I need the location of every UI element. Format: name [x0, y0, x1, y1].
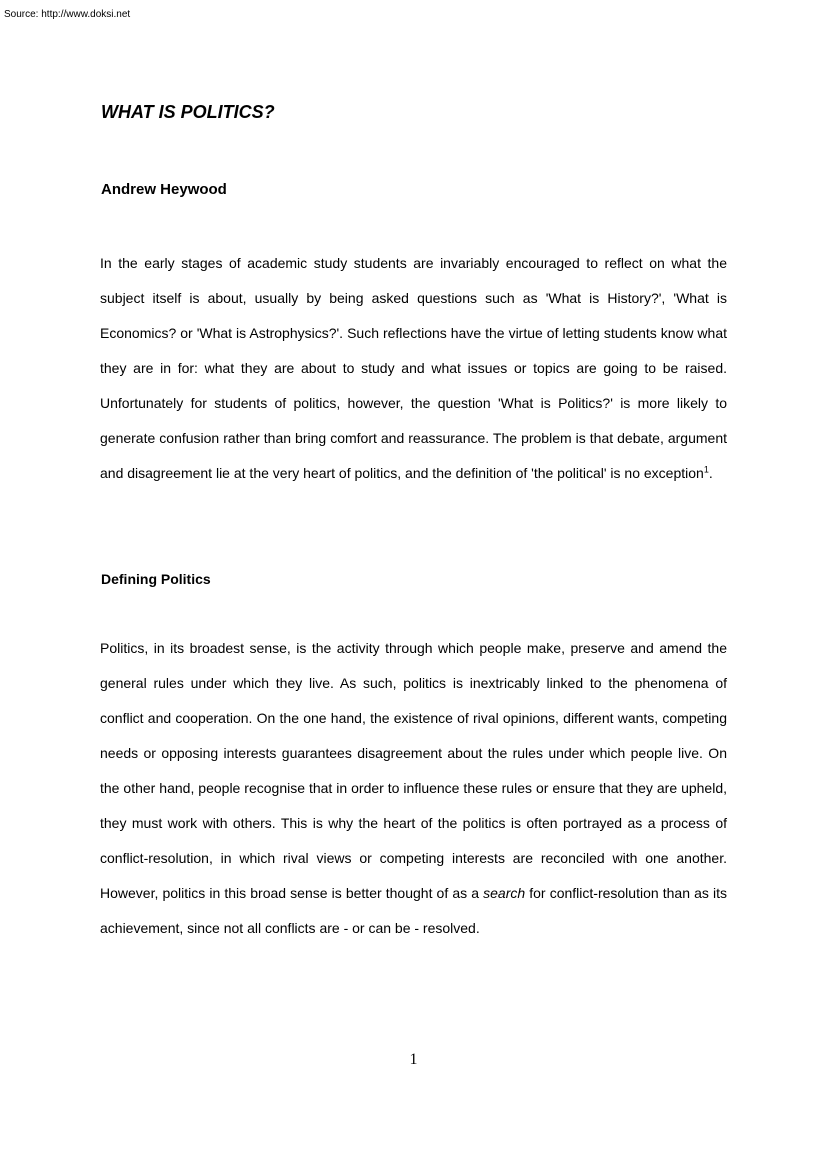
footnote-reference[interactable]: 1 [703, 464, 709, 475]
body-text-start: Politics, in its broadest sense, is the activity through which people make, preserve and amend the general rules under which they live. As such, politics is inextricably linked to the phenomena of conflict and cooperation. On the one hand, the existence of rival opinions, different wants, competing needs or opposing interests guarantees disagreement about the rules under which people live. On the other hand, people recognise that in order to influence these rules or ensure that they are upheld, they must work with others. This is why the heart of the politics is often portrayed as a process of conflict-resolution, in which rival views or competing interests are reconciled with one another. However, politics in this broad sense is better thought of as a [100, 640, 727, 901]
page-number: 1 [409, 1051, 418, 1068]
body-paragraph [100, 631, 727, 946]
body-text-end: for conflict-resolution than as its achievement, since not all conflicts are - or can be - resolved. [100, 885, 727, 936]
section-heading: Defining Politics [101, 571, 211, 587]
source-attribution: Source: http://www.doksi.net [4, 9, 131, 20]
intro-end: . [708, 465, 713, 481]
emphasized-word: search [483, 885, 526, 901]
intro-paragraph [100, 246, 727, 491]
intro-text: In the early stages of academic study students are invariably encouraged to reflect on what the subject itself is about, usually by being asked questions such as 'What is History?', 'What is Economics? or 'What is Astrophysics?'. Such reflections have the virtue of letting students know what they are in for: what they are about to study and what issues or topics are going to be raised. Unfortunately for students of politics, however, the question 'What is Politics?' is more likely to generate confusion rather than bring comfort and reassurance. The problem is that debate, argument and disagreement lie at the very heart of politics, and the definition of 'the political' is no exception [100, 255, 727, 481]
author-name: Andrew Heywood [101, 181, 227, 198]
page-title: WHAT IS POLITICS? [101, 102, 275, 122]
